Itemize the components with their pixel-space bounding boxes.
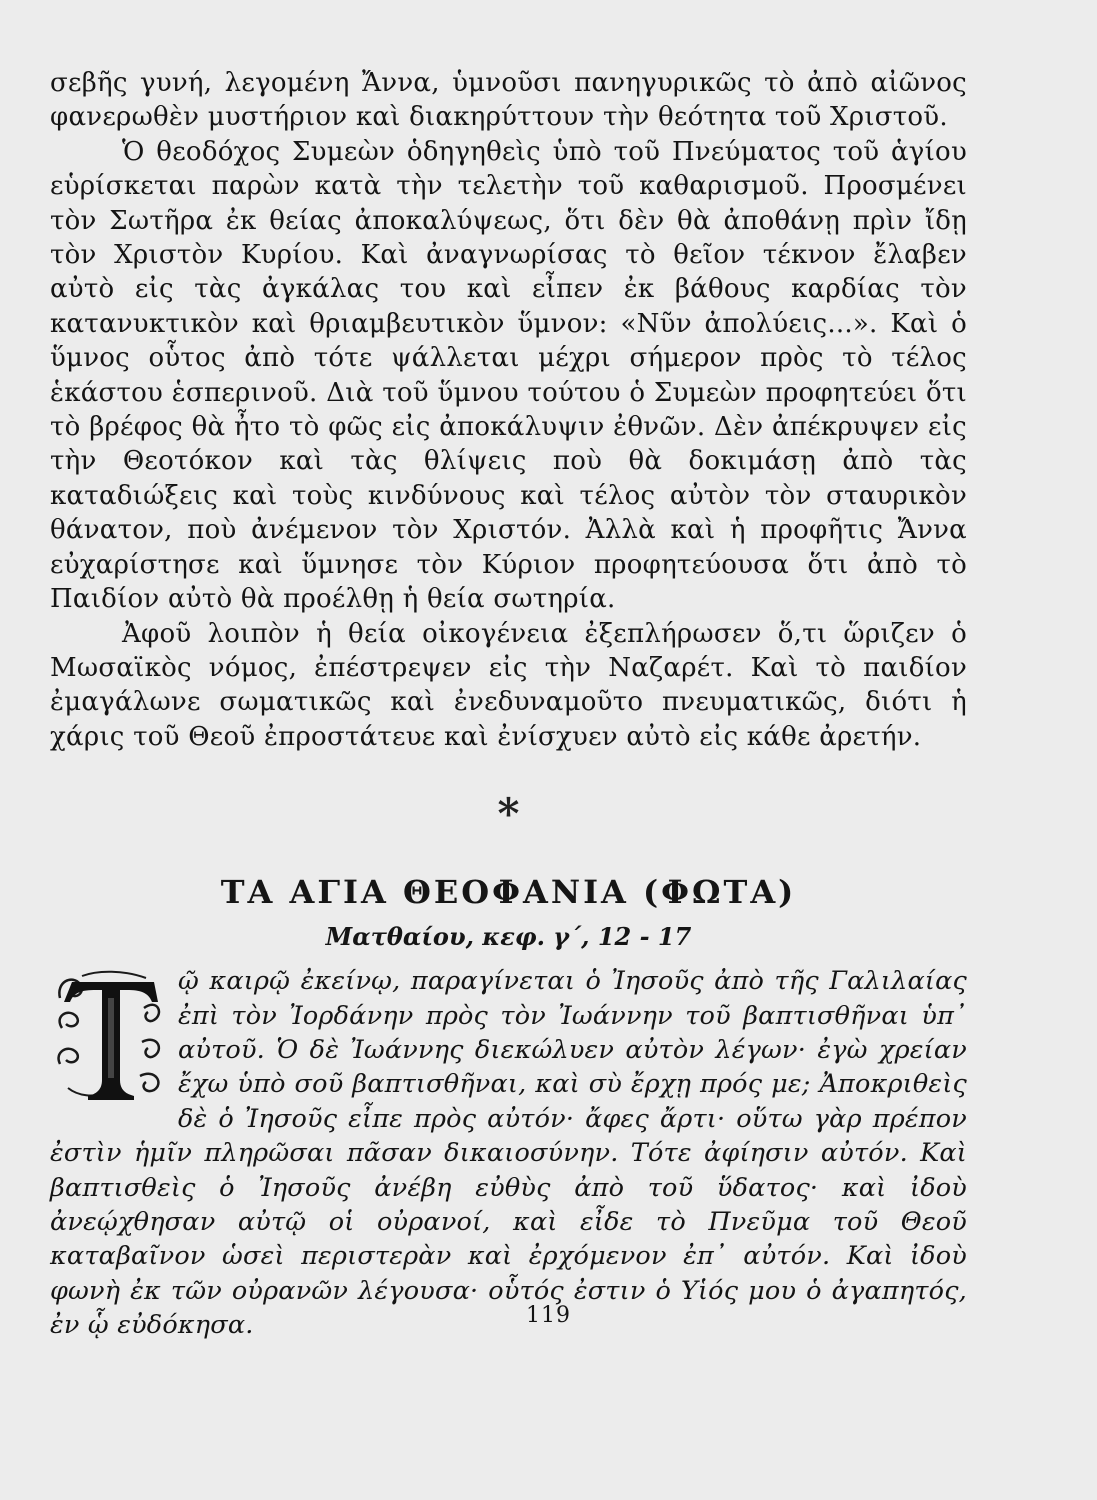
- paragraph-symeon: Ὁ θεοδόχος Συμεὼν ὁδηγηθεὶς ὑπὸ τοῦ Πνεύματος τοῦ ἁγίου εὑρίσκεται παρὼν κατὰ τὴν τελετὴν τοῦ καθαρισμοῦ. Προσμένει τὸν Σωτῆρα ἐκ θείας ἀποκαλύψεως, ὅτι δὲν θὰ ἀποθάνῃ πρὶν ἴδῃ τὸν Χριστὸν Κυρίου. Καὶ ἀναγνωρίσας τὸ θεῖον τέκνον ἔλαβεν αὐτὸ εἰς τὰς ἀγκάλας του καὶ εἶπεν ἐκ βάθους καρδίας τὸν κατανυκτικὸν καὶ θριαμβευτικὸν ὕμνον: «Νῦν ἀπολύεις...». Καὶ ὁ ὕμνος οὗτος ἀπὸ τότε ψάλλεται μέχρι σήμερον πρὸς τὸ τέλος ἑκάστου ἑσπερινοῦ. Διὰ τοῦ ὕμνου τούτου ὁ Συμεὼν προφητεύει ὅτι τὸ βρέφος θὰ ἦτο τὸ φῶς εἰς ἀποκάλυψιν ἐθνῶν. Δὲν ἀπέκρυψεν εἰς τὴν Θεοτόκον καὶ τὰς θλίψεις ποὺ θὰ δοκιμάσῃ ἀπὸ τὰς καταδιώξεις καὶ τοὺς κινδύνους καὶ τέλος αὐτὸν τὸν σταυρικὸν θάνατον, ποὺ ἀνέμενον τὸν Χριστόν. Ἀλλὰ καὶ ἡ προφῆτις Ἄννα εὐχαρίστησε καὶ ὕμνησε τὸν Κύριον προφητεύουσα ὅτι ἀπὸ τὸ Παιδίον αὐτὸ θὰ προέλθῃ ἡ θεία σωτηρία.: [50, 136, 967, 615]
- ornamental-dropcap: [54, 968, 166, 1102]
- section-title: ΤΑ ΑΓΙΑ ΘΕΟΦΑΝΙΑ (ΦΩΤΑ): [220, 873, 797, 912]
- scripture-reference: Ματθαίου, κεφ. γ΄, 12 - 17: [325, 922, 692, 952]
- scripture-text: ῷ καιρῷ ἐκείνῳ, παραγίνεται ὁ Ἰησοῦς ἀπὸ τῆς Γαλιλαίας ἐπὶ τὸν Ἰορδάνην πρὸς τὸν Ἰωάννην τοῦ βαπτισθῆναι ὑπ᾿ αὐτοῦ. Ὁ δὲ Ἰωάννης διεκώλυεν αὐτὸν λέγων· ἐγὼ χρείαν ἔχω ὑπὸ σοῦ βαπτισθῆναι, καὶ σὺ ἔρχῃ πρός με; Ἀποκριθεὶς δὲ ὁ Ἰησοῦς εἶπε πρὸς αὐτόν· ἄφες ἄρτι· οὕτω γὰρ πρέπον ἐστὶν ἡμῖν πληρῶσαι πᾶσαν δικαιοσύνην. Τότε ἀφίησιν αὐτόν. Καὶ βαπτισθεὶς ὁ Ἰησοῦς ἀνέβη εὐθὺς ἀπὸ τοῦ ὕδατος· καὶ ἰδοὺ ἀνεῴχθησαν αὐτῷ οἱ οὐρανοί, καὶ εἶδε τὸ Πνεῦμα τοῦ Θεοῦ καταβαῖνον ὡσεὶ περιστερὰν καὶ ἐρχόμενον ἐπ᾿ αὐτόν. Καὶ ἰδοὺ φωνὴ ἐκ τῶν οὐρανῶν λέγουσα· οὗτός ἐστιν ὁ Υἱός μου ὁ ἀγαπητός, ἐν ᾧ εὐδόκησα.: [50, 966, 967, 1341]
- dropcap-ornament-icon: [54, 968, 166, 1102]
- body-text: [50, 66, 967, 754]
- paragraph-anna: σεβῆς γυνή, λεγομένη Ἄννα, ὑμνοῦσι πανηγυρικῶς τὸ ἀπὸ αἰῶνος φανερωθὲν μυστήριον καὶ διακηρύττουν τὴν θεότητα τοῦ Χριστοῦ.: [50, 68, 967, 133]
- section-divider-asterisk: *: [497, 789, 520, 839]
- scripture-passage: [50, 964, 967, 1342]
- page-number: 119: [526, 1303, 571, 1328]
- paragraph-nazareth: Ἀφοῦ λοιπὸν ἡ θεία οἰκογένεια ἐξεπλήρωσεν ὅ,τι ὥριζεν ὁ Μωσαϊκὸς νόμος, ἐπέστρεψεν εἰς τὴν Ναζαρέτ. Καὶ τὸ παιδίον ἐμαγάλωνε σωματικῶς καὶ ἐνεδυναμοῦτο πνευματικῶς, διότι ἡ χάρις τοῦ Θεοῦ ἐπροστάτευε καὶ ἐνίσχυεν αὐτὸ εἰς κάθε ἀρετήν.: [50, 618, 967, 752]
